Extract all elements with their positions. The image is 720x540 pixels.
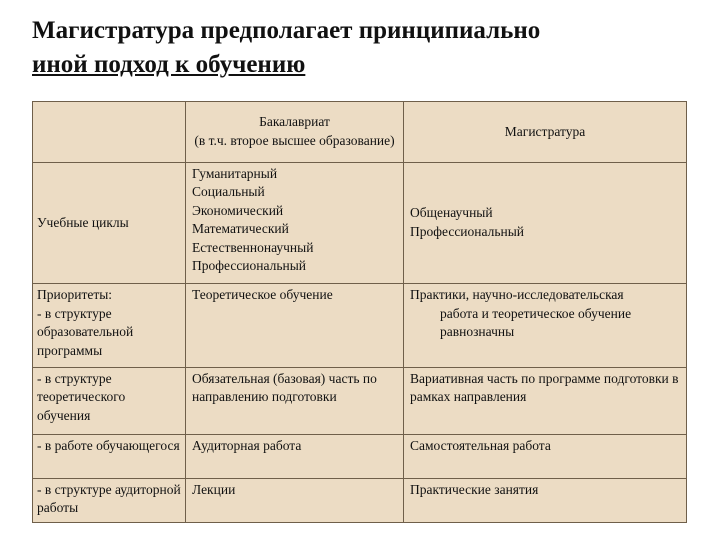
bachelor-value: Теоретическое обучение	[192, 287, 333, 303]
bachelor-value: Обязательная (базовая) часть по направлению подготовки	[192, 370, 377, 405]
bachelor-cycle-item: Профессиональный	[192, 258, 307, 274]
row-bachelor-cell	[186, 434, 404, 478]
table-row	[33, 284, 687, 368]
table-row	[33, 478, 687, 522]
bachelor-value: Аудиторная работа	[192, 437, 302, 453]
master-value: Практические занятия	[410, 481, 539, 497]
bachelor-cycle-item: Гуманитарный	[192, 165, 278, 181]
table-row	[33, 162, 687, 283]
header-bachelor-note: (в т.ч. второе высшее образование)	[194, 132, 395, 148]
master-value: Самостоятельная работа	[410, 437, 551, 453]
header-bachelor-cell	[186, 102, 404, 163]
row-master-cell	[404, 478, 687, 522]
comparison-table	[32, 101, 687, 523]
row-master-cell	[404, 284, 687, 368]
row-label-cell	[33, 434, 186, 478]
row-master-cell	[404, 434, 687, 478]
slide-title	[32, 14, 540, 82]
row-bachelor-cell	[186, 367, 404, 434]
slide-title-line-2: иной подход к обучению	[32, 51, 306, 78]
header-master-title: Магистратура	[504, 123, 586, 139]
bachelor-cycle-item: Естественнонаучный	[192, 239, 314, 255]
table-row	[33, 367, 687, 434]
row-label-cell	[33, 478, 186, 522]
row-label: Приоритеты: - в структуре образовательной программы	[37, 287, 134, 358]
master-value: Вариативная часть по программе подготовки в рамках направления	[410, 370, 679, 405]
bachelor-cycle-item: Социальный	[192, 184, 265, 200]
row-master-cell	[404, 162, 687, 283]
row-label-cell	[33, 284, 186, 368]
master-cycle-item: Профессиональный	[410, 223, 525, 239]
row-label: - в структуре теоретического обучения	[37, 370, 126, 423]
row-label: - в структуре аудиторной работы	[37, 481, 181, 516]
row-label-cell	[33, 367, 186, 434]
table-row	[33, 434, 687, 478]
row-bachelor-cell	[186, 162, 404, 283]
row-bachelor-cell	[186, 284, 404, 368]
bachelor-cycle-item: Экономический	[192, 202, 284, 218]
row-label-cell	[33, 162, 186, 283]
row-label: - в работе обучающегося	[37, 437, 180, 453]
slide-title-line-1: Магистратура предполагает принципиально	[32, 17, 541, 44]
table-header-row	[33, 102, 687, 163]
header-bachelor-title: Бакалавриат	[259, 114, 330, 130]
bachelor-cycle-item: Математический	[192, 221, 289, 237]
header-corner-cell	[33, 102, 186, 163]
row-label: Учебные циклы	[37, 214, 129, 230]
master-value-first: Практики, научно-исследовательская	[410, 287, 624, 303]
row-master-cell	[404, 367, 687, 434]
bachelor-value: Лекции	[192, 481, 236, 497]
row-bachelor-cell	[186, 478, 404, 522]
master-value-rest: работа и теоретическое обучение равнозначны	[440, 305, 632, 340]
header-master-cell	[404, 102, 687, 163]
master-cycle-item: Общенаучный	[410, 205, 493, 221]
